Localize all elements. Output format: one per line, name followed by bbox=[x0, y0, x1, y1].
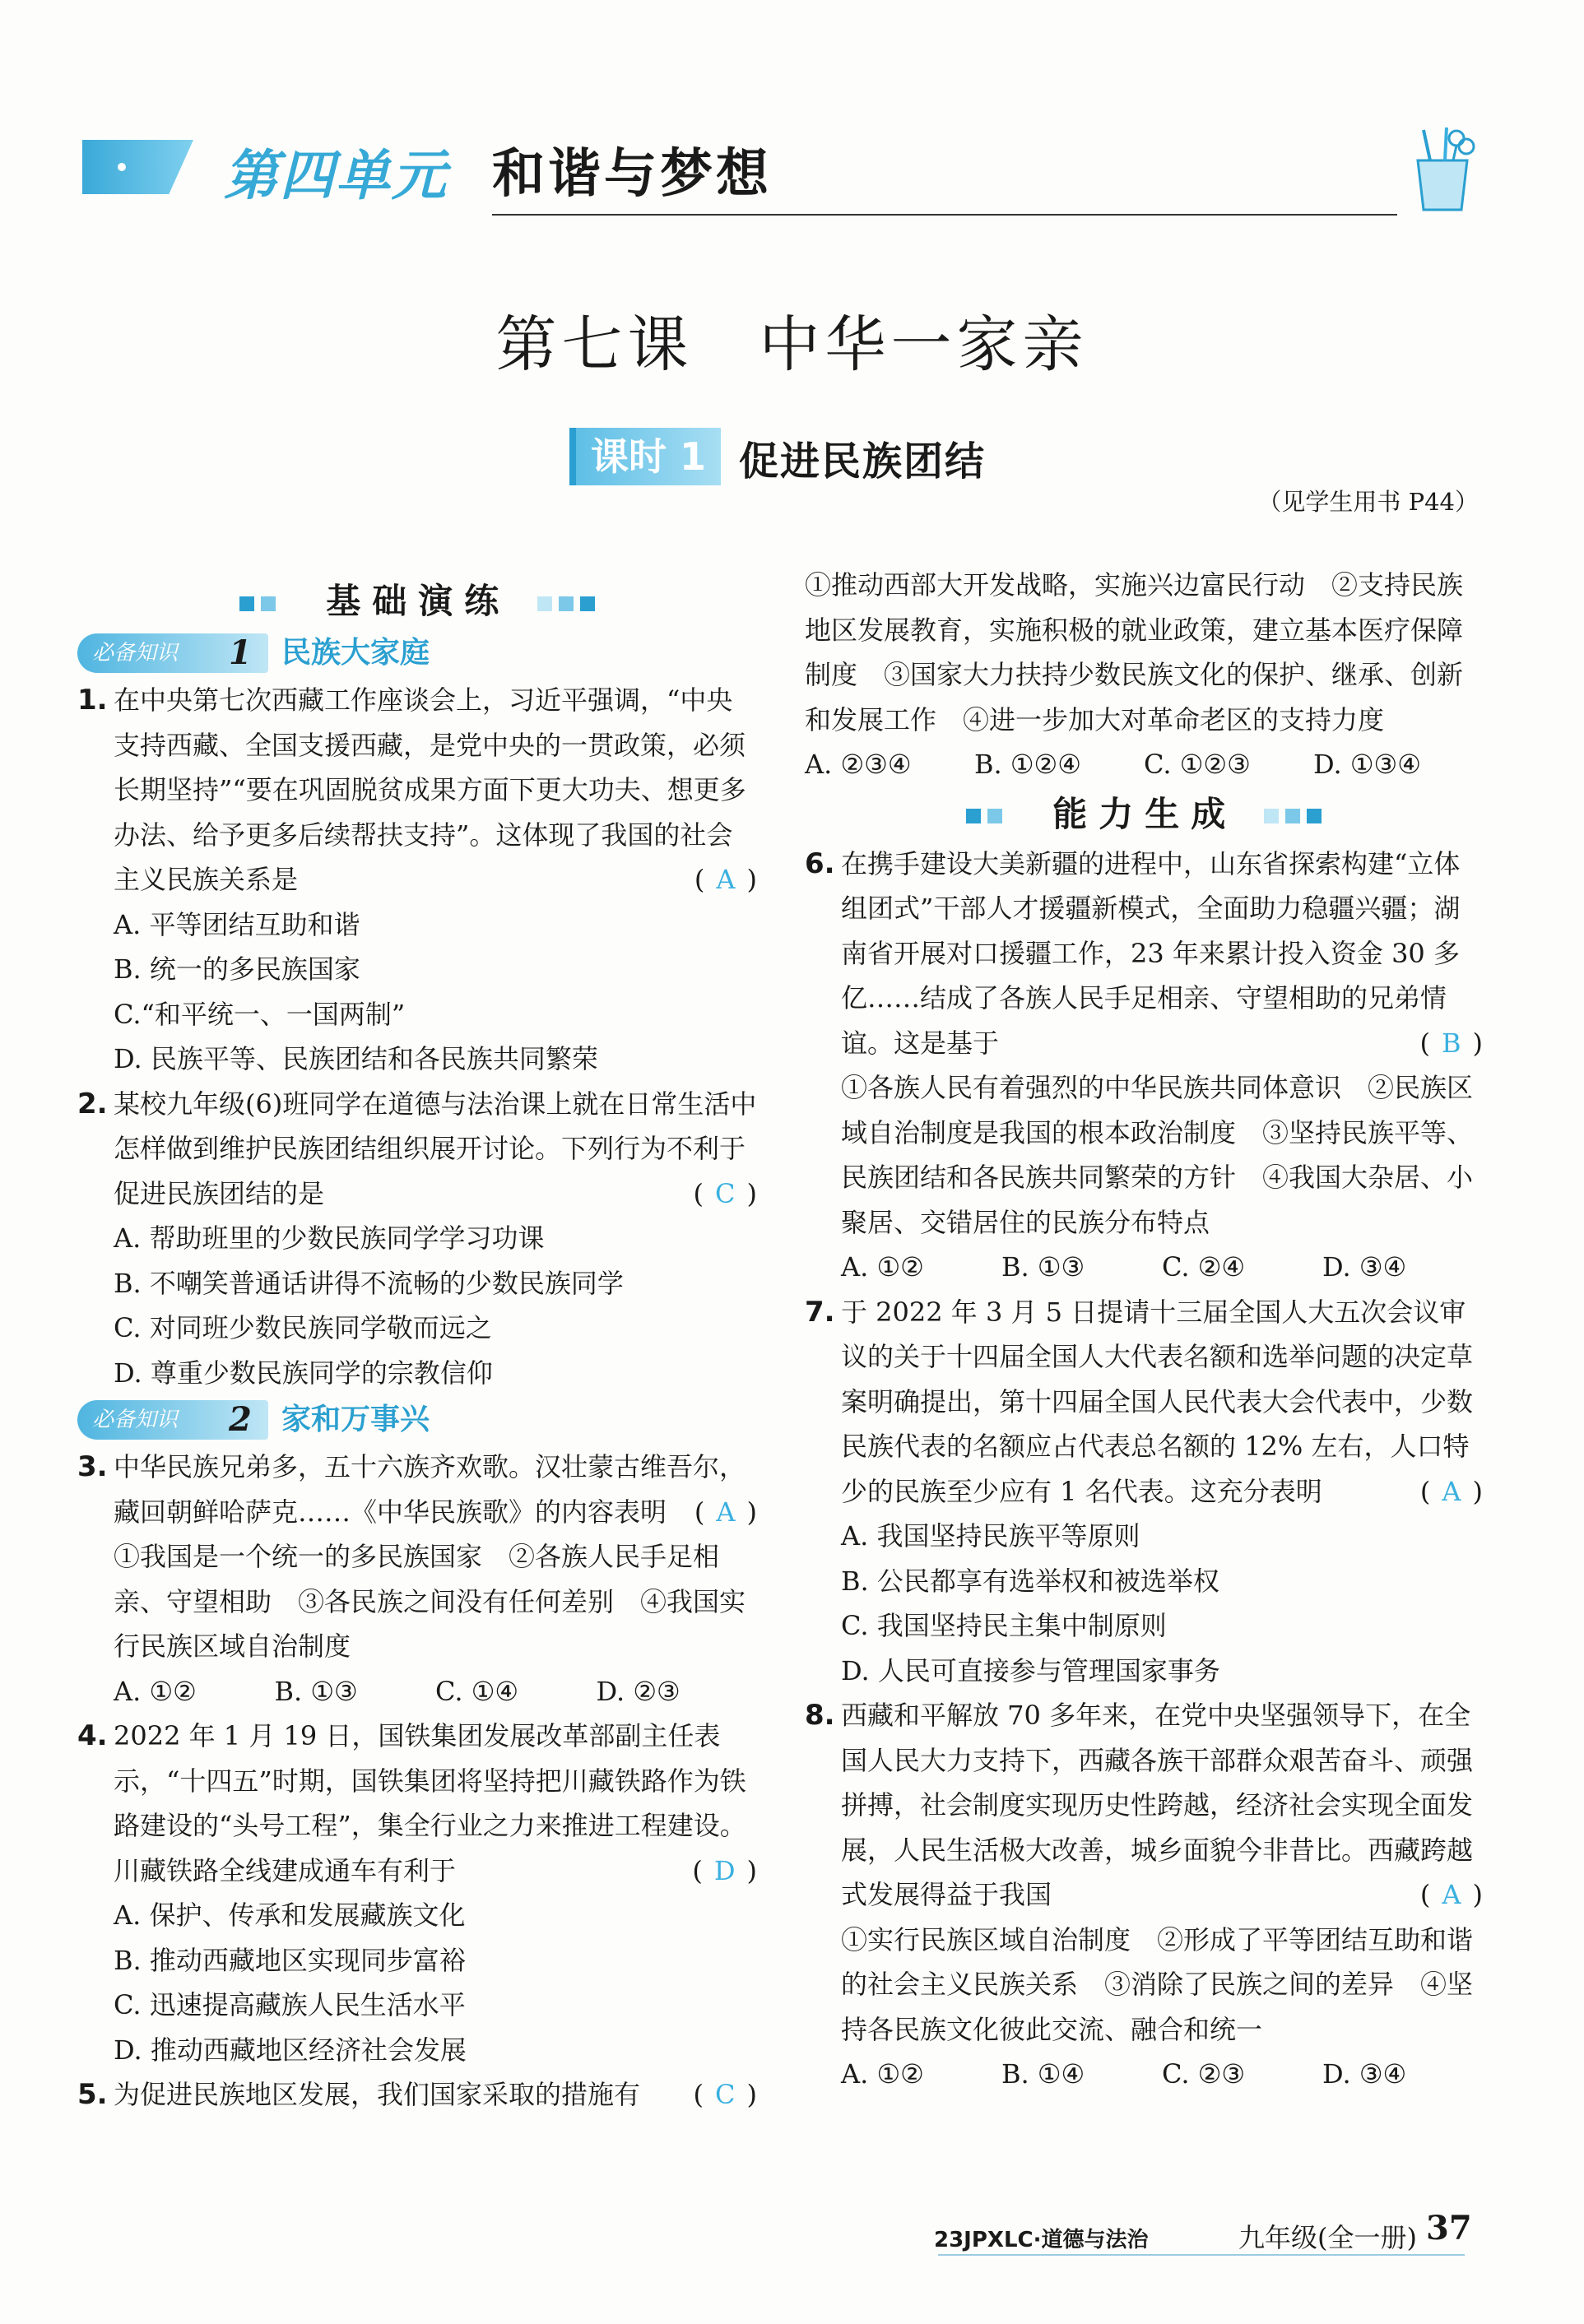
knowledge-tag: 必备知识 bbox=[77, 1400, 268, 1440]
unit-label: 第四单元 bbox=[224, 144, 448, 207]
footer-grade: 九年级(全一册) bbox=[1238, 2222, 1417, 2253]
answer: C bbox=[715, 1177, 736, 1209]
question-items: ①各族人民有着强烈的中华民族共同体意识 ②民族区域自治制度是我国的根本政治制度 ③坚持民族平等、民族团结和各民族共同繁荣的方针 ④我国大杂居、小聚居、交错居住的民族分布特点 bbox=[841, 1072, 1474, 1238]
option: B. 不嘲笑普通话讲得不流畅的少数民族同学 bbox=[114, 1267, 624, 1299]
option: B. ①③ bbox=[1001, 1251, 1085, 1283]
answer-bracket: ( C ) bbox=[693, 1177, 757, 1209]
question-number: 7. bbox=[805, 1295, 835, 1329]
option: B. ①④ bbox=[1001, 2058, 1085, 2090]
option: C. 对同班少数民族同学敬而远之 bbox=[114, 1312, 492, 1343]
section-header-basic: 基础演练 bbox=[77, 574, 757, 629]
option: A. 帮助班里的少数民族同学学习功课 bbox=[114, 1222, 545, 1254]
unit-tab-decoration bbox=[82, 140, 193, 194]
question-number: 4. bbox=[77, 1719, 108, 1752]
unit-title: 和谐与梦想 bbox=[492, 144, 772, 205]
option: B. 统一的多民族国家 bbox=[114, 953, 360, 985]
option: A. ①② bbox=[841, 1251, 924, 1283]
question-5 bbox=[77, 2072, 757, 2118]
question-number: 5. bbox=[77, 2078, 108, 2111]
answer: A bbox=[716, 1496, 736, 1528]
question-2 bbox=[77, 1082, 757, 1217]
option: C. ①②③ bbox=[1144, 749, 1251, 780]
option: A. 我国坚持民族平等原则 bbox=[841, 1520, 1140, 1552]
section-header-ability: 能力生成 bbox=[805, 787, 1483, 842]
answer: C bbox=[715, 2079, 736, 2110]
question-8 bbox=[805, 1693, 1483, 1918]
options-row bbox=[805, 2052, 1483, 2097]
question-stem: 某校九年级(6)班同学在道德与法治课上就在日常生活中怎样做到维护民族团结组织展开讨论。下列行为不利于促进民族团结的是 bbox=[114, 1088, 757, 1209]
answer: A bbox=[716, 864, 736, 895]
question-number: 3. bbox=[77, 1450, 108, 1483]
session-label: 课时 1 bbox=[569, 428, 721, 485]
option: D. ③④ bbox=[1322, 1251, 1407, 1283]
option: D. ③④ bbox=[1322, 2058, 1407, 2090]
option: A. ①② bbox=[114, 1675, 197, 1707]
left-column bbox=[77, 574, 757, 2118]
unit-tab-dot bbox=[118, 163, 126, 171]
knowledge-title: 民族大家庭 bbox=[281, 635, 430, 670]
option: D. 民族平等、民族团结和各民族共同繁荣 bbox=[114, 1043, 598, 1074]
question-stem: 2022 年 1 月 19 日，国铁集团发展改革部副主任表示，“十四五”时期，国铁集团将坚持把川藏铁路作为铁路建设的“头号工程”，集全行业之力来推进工程建设。川藏铁路全线建成通车有利于 bbox=[114, 1720, 746, 1886]
session-title: 促进民族团结 bbox=[739, 438, 987, 485]
answer-bracket: ( A ) bbox=[694, 1496, 757, 1528]
options-row bbox=[805, 742, 1483, 787]
question-stem: 西藏和平解放 70 多年来，在党中央坚强领导下，在全国人民大力支持下，西藏各族干部群众艰苦奋斗、顽强拼搏，社会制度实现历史性跨越，经济社会实现全面发展，人民生活极大改善，城乡面貌今非昔比。西藏跨越式发展得益于我国 bbox=[841, 1700, 1474, 1910]
knowledge-tag: 必备知识 bbox=[77, 633, 268, 673]
option: D. ①③④ bbox=[1313, 749, 1421, 780]
option: C. ①④ bbox=[435, 1675, 519, 1707]
lesson-title: 第七课 中华一家亲 bbox=[495, 309, 1089, 380]
answer-bracket: ( A ) bbox=[1419, 1475, 1483, 1507]
answer-bracket: ( B ) bbox=[1419, 1027, 1483, 1059]
option: B. 公民都享有选举权和被选举权 bbox=[841, 1565, 1219, 1597]
knowledge-number: 2 bbox=[229, 1399, 252, 1439]
options-row bbox=[77, 1669, 757, 1714]
footer-book-code: 23JPXLC·道德与法治 bbox=[934, 2228, 1149, 2252]
option: D. 人民可直接参与管理国家事务 bbox=[841, 1654, 1220, 1686]
answer-bracket: ( C ) bbox=[693, 2079, 757, 2110]
question-stem: 为促进民族地区发展，我们国家采取的措施有 bbox=[114, 2079, 641, 2110]
option: D. 尊重少数民族同学的宗教信仰 bbox=[114, 1357, 493, 1389]
knowledge-banner-1 bbox=[77, 629, 757, 678]
question-7 bbox=[805, 1290, 1483, 1515]
options-row bbox=[805, 1245, 1483, 1290]
question-number: 2. bbox=[77, 1087, 108, 1120]
pencil-cup-icon bbox=[1405, 123, 1479, 214]
option: B. ①②④ bbox=[974, 749, 1081, 780]
answer: D bbox=[713, 1854, 736, 1886]
option: B. ①③ bbox=[274, 1675, 358, 1707]
option: C. ②③ bbox=[1162, 2058, 1246, 2090]
answer-bracket: ( D ) bbox=[692, 1854, 757, 1886]
header-rule bbox=[492, 214, 1397, 216]
option: C. 我国坚持民主集中制原则 bbox=[841, 1610, 1167, 1641]
question-number: 1. bbox=[77, 684, 108, 717]
answer: A bbox=[1442, 1475, 1461, 1507]
option: A. 平等团结互助和谐 bbox=[114, 908, 360, 940]
option: C. 迅速提高藏族人民生活水平 bbox=[114, 1989, 466, 2020]
page-number: 37 bbox=[1426, 2209, 1472, 2247]
book-reference: （见学生用书 P44） bbox=[1257, 488, 1479, 516]
option: A. ①② bbox=[841, 2058, 924, 2090]
knowledge-banner-2 bbox=[77, 1395, 757, 1445]
question-items: ①实行民族区域自治制度 ②形成了平等团结互助和谐的社会主义民族关系 ③消除了民族之间的差异 ④坚持各民族文化彼此交流、融合和统一 bbox=[841, 1923, 1474, 2045]
option: A. 保护、传承和发展藏族文化 bbox=[114, 1900, 466, 1931]
answer: A bbox=[1442, 1879, 1461, 1910]
question-3 bbox=[77, 1445, 757, 1534]
question-stem: 中华民族兄弟多，五十六族齐欢歌。汉壮蒙古维吾尔，藏回朝鲜哈萨克……《中华民族歌》的内容表明 bbox=[114, 1451, 746, 1528]
question-1 bbox=[77, 678, 757, 902]
knowledge-number: 1 bbox=[229, 633, 252, 672]
option: D. ②③ bbox=[596, 1675, 681, 1707]
answer-bracket: ( A ) bbox=[1419, 1879, 1483, 1910]
right-column bbox=[805, 563, 1483, 2097]
option: A. ②③④ bbox=[805, 749, 912, 780]
question-stem: 于 2022 年 3 月 5 日提请十三届全国人大五次会议审议的关于十四届全国人大代表名额和选举问题的决定草案明确提出，第十四届全国人民代表大会代表中，少数民族代表的名额应占代表总名额的 12% 左右，人口特少的民族至少应有 1 名代表。这充分表明 bbox=[841, 1296, 1474, 1507]
option: C. ②④ bbox=[1162, 1251, 1246, 1283]
answer-bracket: ( A ) bbox=[694, 864, 757, 895]
question-6 bbox=[805, 842, 1483, 1066]
knowledge-title: 家和万事兴 bbox=[281, 1402, 430, 1436]
question-stem: 在携手建设大美新疆的进程中，山东省探索构建“立体组团式”干部人才援疆新模式，全面助力稳疆兴疆；湖南省开展对口援疆工作，23 年来累计投入资金 30 多亿……结成了各族人民手足相亲、守望相助的兄弟情谊。这是基于 bbox=[841, 847, 1461, 1059]
question-stem: 在中央第七次西藏工作座谈会上，习近平强调，“中央支持西藏、全国支援西藏，是党中央的一贯政策，必须长期坚持”“要在巩固脱贫成果方面下更大功夫、想更多办法、给予更多后续帮扶支持”。这体现了我国的社会主义民族关系是 bbox=[114, 684, 746, 895]
option: B. 推动西藏地区实现同步富裕 bbox=[114, 1944, 466, 1976]
question-items: ①我国是一个统一的多民族国家 ②各族人民手足相亲、守望相助 ③各民族之间没有任何差别 ④我国实行民族区域自治制度 bbox=[114, 1541, 746, 1662]
footer-rule bbox=[938, 2254, 1465, 2256]
question-4 bbox=[77, 1714, 757, 1893]
question-items: ①推动西部大开发战略，实施兴边富民行动 ②支持民族地区发展教育，实施积极的就业政策，建立基本医疗保障制度 ③国家大力扶持少数民族文化的保护、继承、创新和发展工作 ④进一步加大对革命老区的支持力度 bbox=[805, 569, 1464, 735]
question-number: 8. bbox=[805, 1699, 835, 1732]
option: C.“和平统一、一国两制” bbox=[114, 998, 406, 1030]
answer: B bbox=[1442, 1027, 1461, 1059]
question-number: 6. bbox=[805, 847, 835, 880]
option: D. 推动西藏地区经济社会发展 bbox=[114, 2034, 467, 2066]
